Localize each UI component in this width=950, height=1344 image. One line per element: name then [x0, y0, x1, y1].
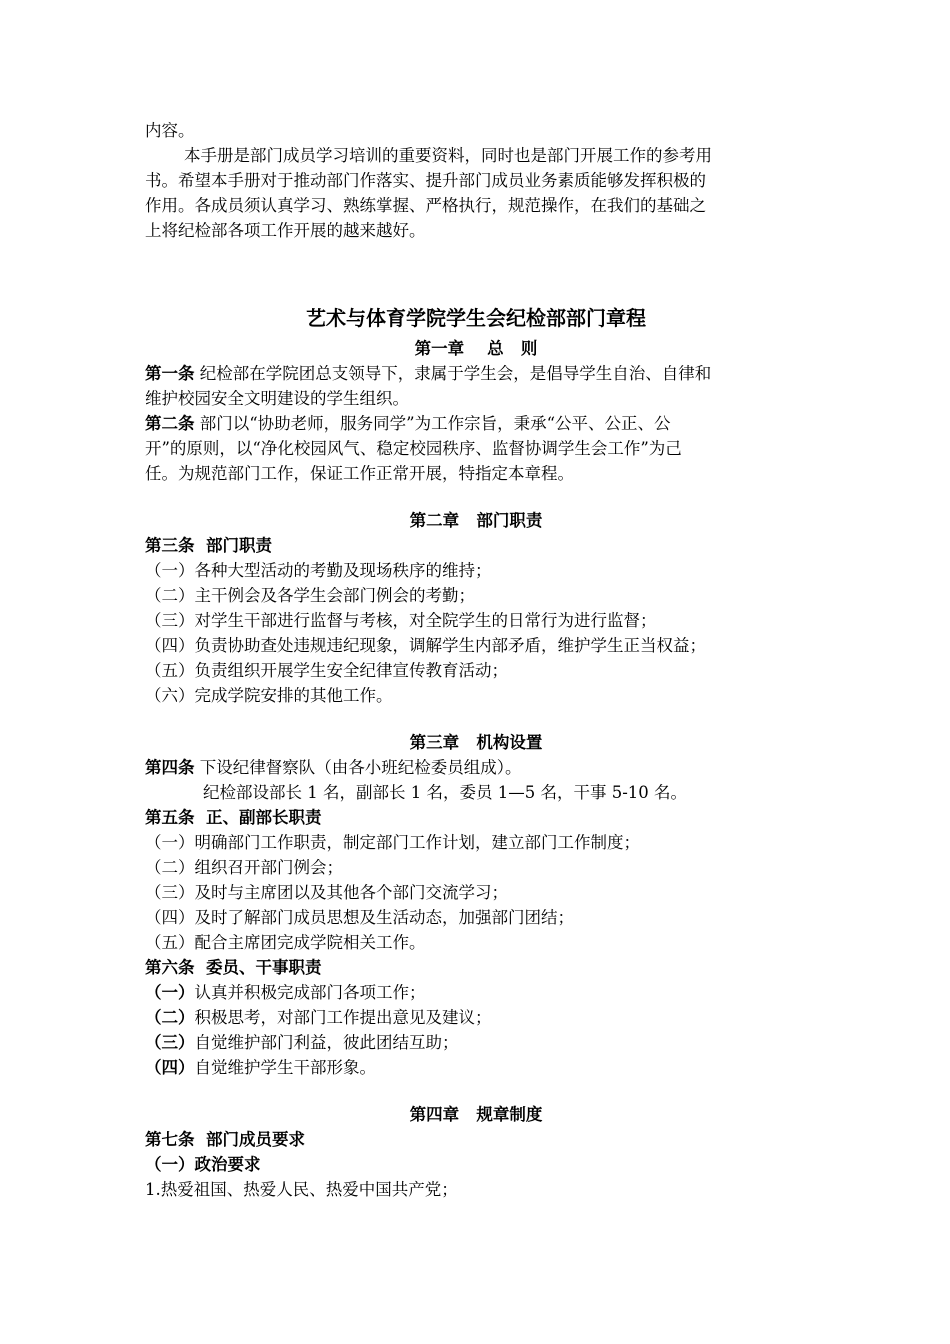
- list-item-number: （四）: [145, 1058, 195, 1077]
- list-item: （四）负责协助查处违规违纪现象，调解学生内部矛盾，维护学生正当权益；: [145, 636, 706, 655]
- article-6-title: 第六条 委员、干事职责: [145, 958, 322, 977]
- intro-line: 内容。: [145, 121, 195, 140]
- article-2-text: 部门以“协助老师，服务同学”为工作宗旨，秉承“公平、公正、公: [194, 414, 671, 433]
- chapter-2-heading: 第二章 部门职责: [409, 511, 543, 530]
- article-1-text: 维护校园安全文明建设的学生组织。: [145, 389, 409, 408]
- list-item: （二）组织召开部门例会；: [145, 858, 343, 877]
- list-item: （五）负责组织开展学生安全纪律宣传教育活动；: [145, 661, 508, 680]
- article-4-label: 第四条: [145, 758, 195, 777]
- intro-para-line: 书。希望本手册对于推动部门作落实、提升部门成员业务素质能够发挥积极的: [145, 171, 706, 190]
- intro-para-line: 本手册是部门成员学习培训的重要资料，同时也是部门开展工作的参考用: [184, 146, 712, 165]
- subsection-title: （一）政治要求: [145, 1155, 261, 1174]
- list-item-text: 自觉维护学生干部形象。: [194, 1058, 376, 1077]
- list-item-text: 认真并积极完成部门各项工作；: [194, 983, 426, 1002]
- article-2-text: 开”的原则，以“净化校园风气、稳定校园秩序、监督协调学生会工作”为己: [145, 439, 682, 458]
- list-item: （五）配合主席团完成学院相关工作。: [145, 933, 426, 952]
- list-item: （一）明确部门工作职责，制定部门工作计划，建立部门工作制度；: [145, 833, 640, 852]
- chapter-4-heading: 第四章 规章制度: [409, 1105, 543, 1124]
- intro-para-line: 上将纪检部各项工作开展的越来越好。: [145, 221, 426, 240]
- list-item: [145, 1030, 807, 1055]
- list-item: （一）各种大型活动的考勤及现场秩序的维持；: [145, 561, 492, 580]
- document-title: 艺术与体育学院学生会纪检部部门章程: [306, 306, 646, 330]
- list-item: [145, 980, 807, 1005]
- list-item: [145, 1055, 807, 1080]
- chapter-3-heading: 第三章 机构设置: [409, 733, 543, 752]
- list-item-text: 自觉维护部门利益，彼此团结互助；: [194, 1033, 459, 1052]
- chapter-1-heading: 第一章 总 则: [414, 339, 538, 358]
- list-item: （四）及时了解部门成员思想及生活动态，加强部门团结；: [145, 908, 574, 927]
- list-item-number: （三）: [145, 1033, 195, 1052]
- article-7-title: 第七条 部门成员要求: [145, 1130, 305, 1149]
- list-item: 1.热爱祖国、热爱人民、热爱中国共产党；: [145, 1180, 458, 1199]
- list-item: （六）完成学院安排的其他工作。: [145, 686, 393, 705]
- article-2-label: 第二条: [145, 414, 195, 433]
- list-item: [145, 1005, 807, 1030]
- article-4-text: 纪检部设部长 1 名，副部长 1 名，委员 1—5 名，干事 5-10 名。: [203, 783, 688, 802]
- list-item: （三）及时与主席团以及其他各个部门交流学习；: [145, 883, 508, 902]
- document-page: [145, 118, 807, 1202]
- article-1-label: 第一条: [145, 364, 195, 383]
- list-item-number: （二）: [145, 1008, 195, 1027]
- list-item: （二）主干例会及各学生会部门例会的考勤；: [145, 586, 475, 605]
- article-5-title: 第五条 正、副部长职责: [145, 808, 322, 827]
- article-4-text: 下设纪律督察队（由各小班纪检委员组成）。: [194, 758, 522, 777]
- intro-para-line: 作用。各成员须认真学习、熟练掌握、严格执行，规范操作，在我们的基础之: [145, 196, 706, 215]
- list-item-number: （一）: [145, 983, 195, 1002]
- article-1-text: 纪检部在学院团总支领导下，隶属于学生会，是倡导学生自治、自律和: [194, 364, 712, 383]
- list-item-text: 积极思考，对部门工作提出意见及建议；: [194, 1008, 492, 1027]
- article-2-text: 任。为规范部门工作，保证工作正常开展，特指定本章程。: [145, 464, 574, 483]
- article-3-title: 第三条 部门职责: [145, 536, 272, 555]
- list-item: （三）对学生干部进行监督与考核，对全院学生的日常行为进行监督；: [145, 611, 657, 630]
